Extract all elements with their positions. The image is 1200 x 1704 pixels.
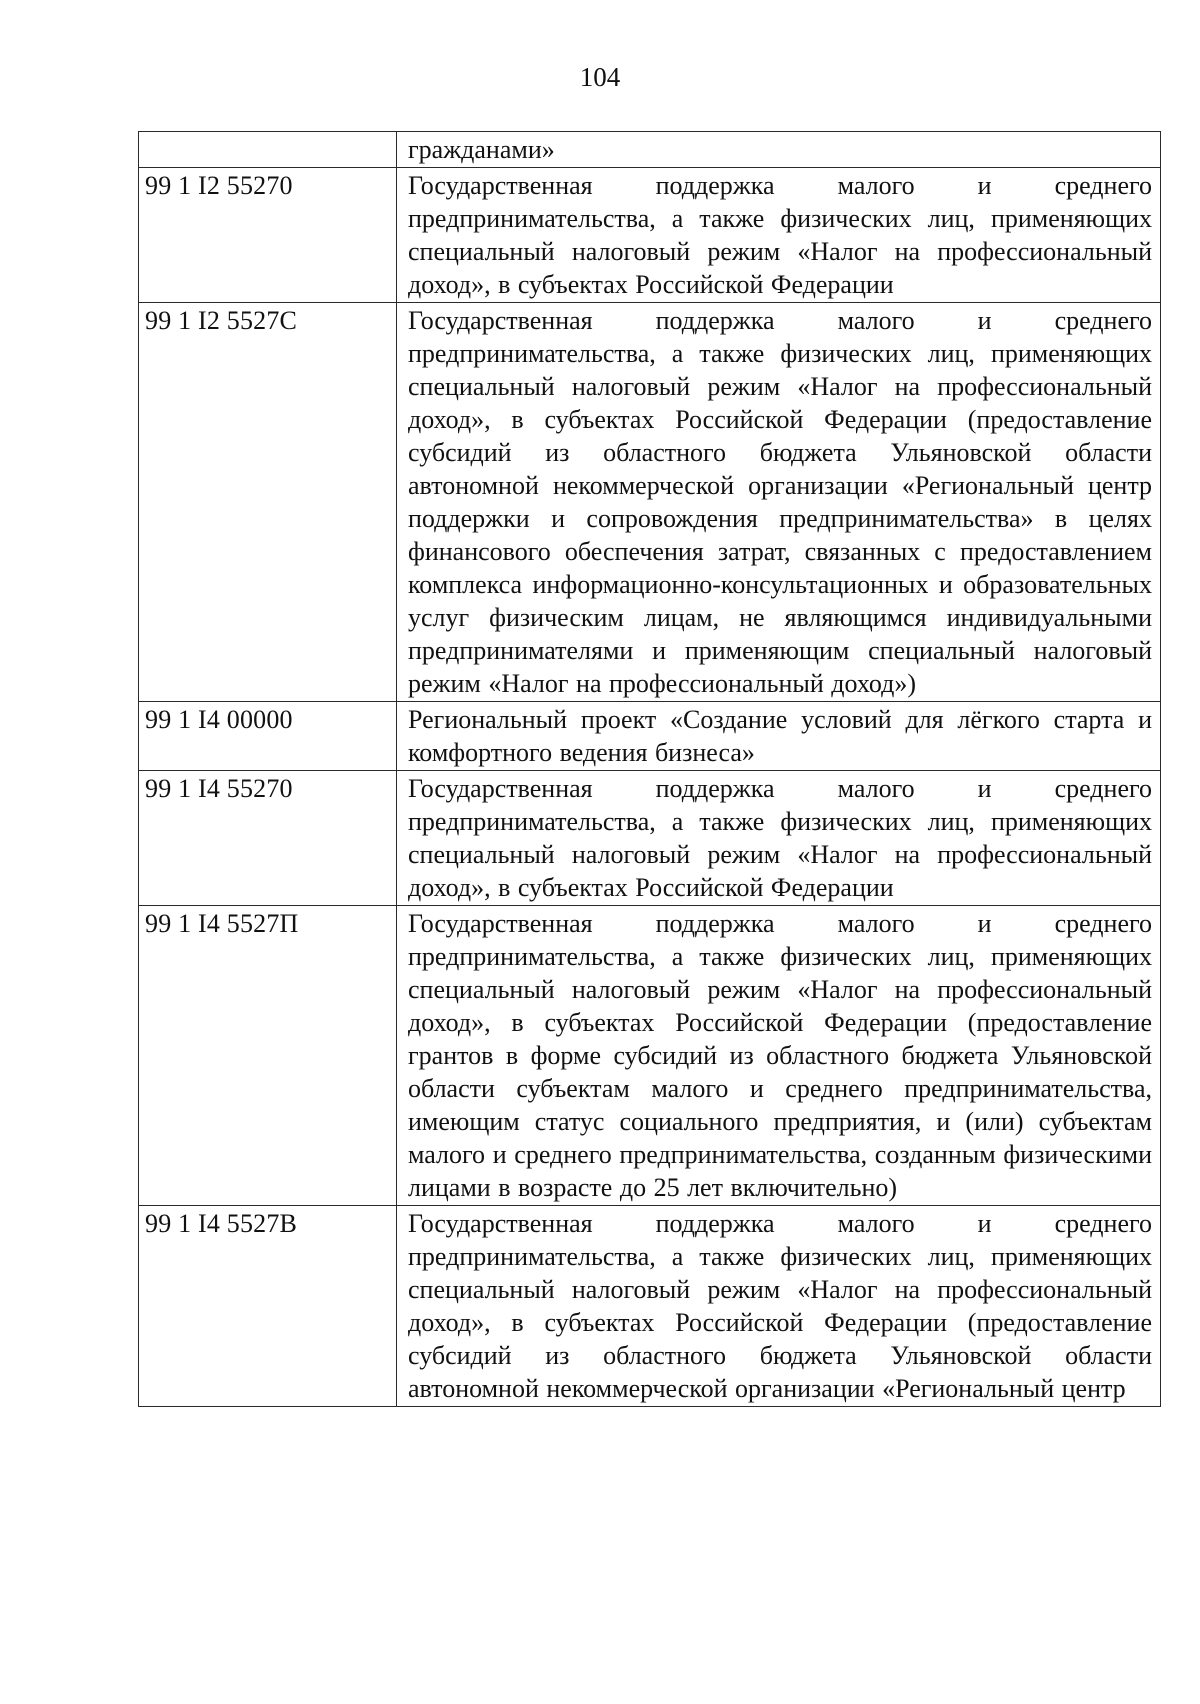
description-cell: Государственная поддержка малого и среднего предпринимательства, а также физических лиц, применяющих специальный налоговый режим «Налог на профессиональный доход», в субъектах Российской Федерации [397, 771, 1161, 906]
description-cell: Государственная поддержка малого и среднего предпринимательства, а также физических лиц, применяющих специальный налоговый режим «Налог на профессиональный доход», в субъектах Российской Федерации (предоставление грантов в форме субсидий из областного бюджета Ульяновской области субъектам малого и среднего предпринимательства, имеющим статус социального предприятия, и (или) субъектам малого и среднего предпринимательства, созданным физическими лицами в возрасте до 25 лет включительно) [397, 906, 1161, 1206]
code-cell: 99 1 I4 55270 [139, 771, 397, 906]
description-cell: Государственная поддержка малого и среднего предпринимательства, а также физических лиц, применяющих специальный налоговый режим «Налог на профессиональный доход», в субъектах Российской Федерации [397, 168, 1161, 303]
description-cell: Региональный проект «Создание условий для лёгкого старта и комфортного ведения бизнеса» [397, 702, 1161, 771]
code-cell: 99 1 I4 5527П [139, 906, 397, 1206]
description-cell: Государственная поддержка малого и среднего предпринимательства, а также физических лиц, применяющих специальный налоговый режим «Налог на профессиональный доход», в субъектах Российской Федерации (предоставление субсидий из областного бюджета Ульяновской области автономной некоммерческой организации «Региональный центр поддержки и сопровождения предпринимательства» в целях финансового обеспечения затрат, связанных с предоставлением комплекса информационно-консультационных и образовательных услуг физическим лицам, не являющимся индивидуальными предпринимателями и применяющим специальный налоговый режим «Налог на профессиональный доход») [397, 303, 1161, 702]
budget-code-table [138, 131, 1161, 1407]
code-cell [139, 132, 397, 168]
description-cell: гражданами» [397, 132, 1161, 168]
table-row [139, 168, 1161, 303]
table-row [139, 303, 1161, 702]
code-cell: 99 1 I4 00000 [139, 702, 397, 771]
table-row [139, 906, 1161, 1206]
code-cell: 99 1 I2 55270 [139, 168, 397, 303]
table-row [139, 132, 1161, 168]
table-row [139, 702, 1161, 771]
code-cell: 99 1 I2 5527С [139, 303, 397, 702]
page-number: 104 [579, 62, 621, 92]
description-cell: Государственная поддержка малого и среднего предпринимательства, а также физических лиц, применяющих специальный налоговый режим «Налог на профессиональный доход», в субъектах Российской Федерации (предоставление субсидий из областного бюджета Ульяновской области автономной некоммерческой организации «Региональный центр [397, 1206, 1161, 1407]
table-row [139, 771, 1161, 906]
code-cell: 99 1 I4 5527В [139, 1206, 397, 1407]
table-row [139, 1206, 1161, 1407]
